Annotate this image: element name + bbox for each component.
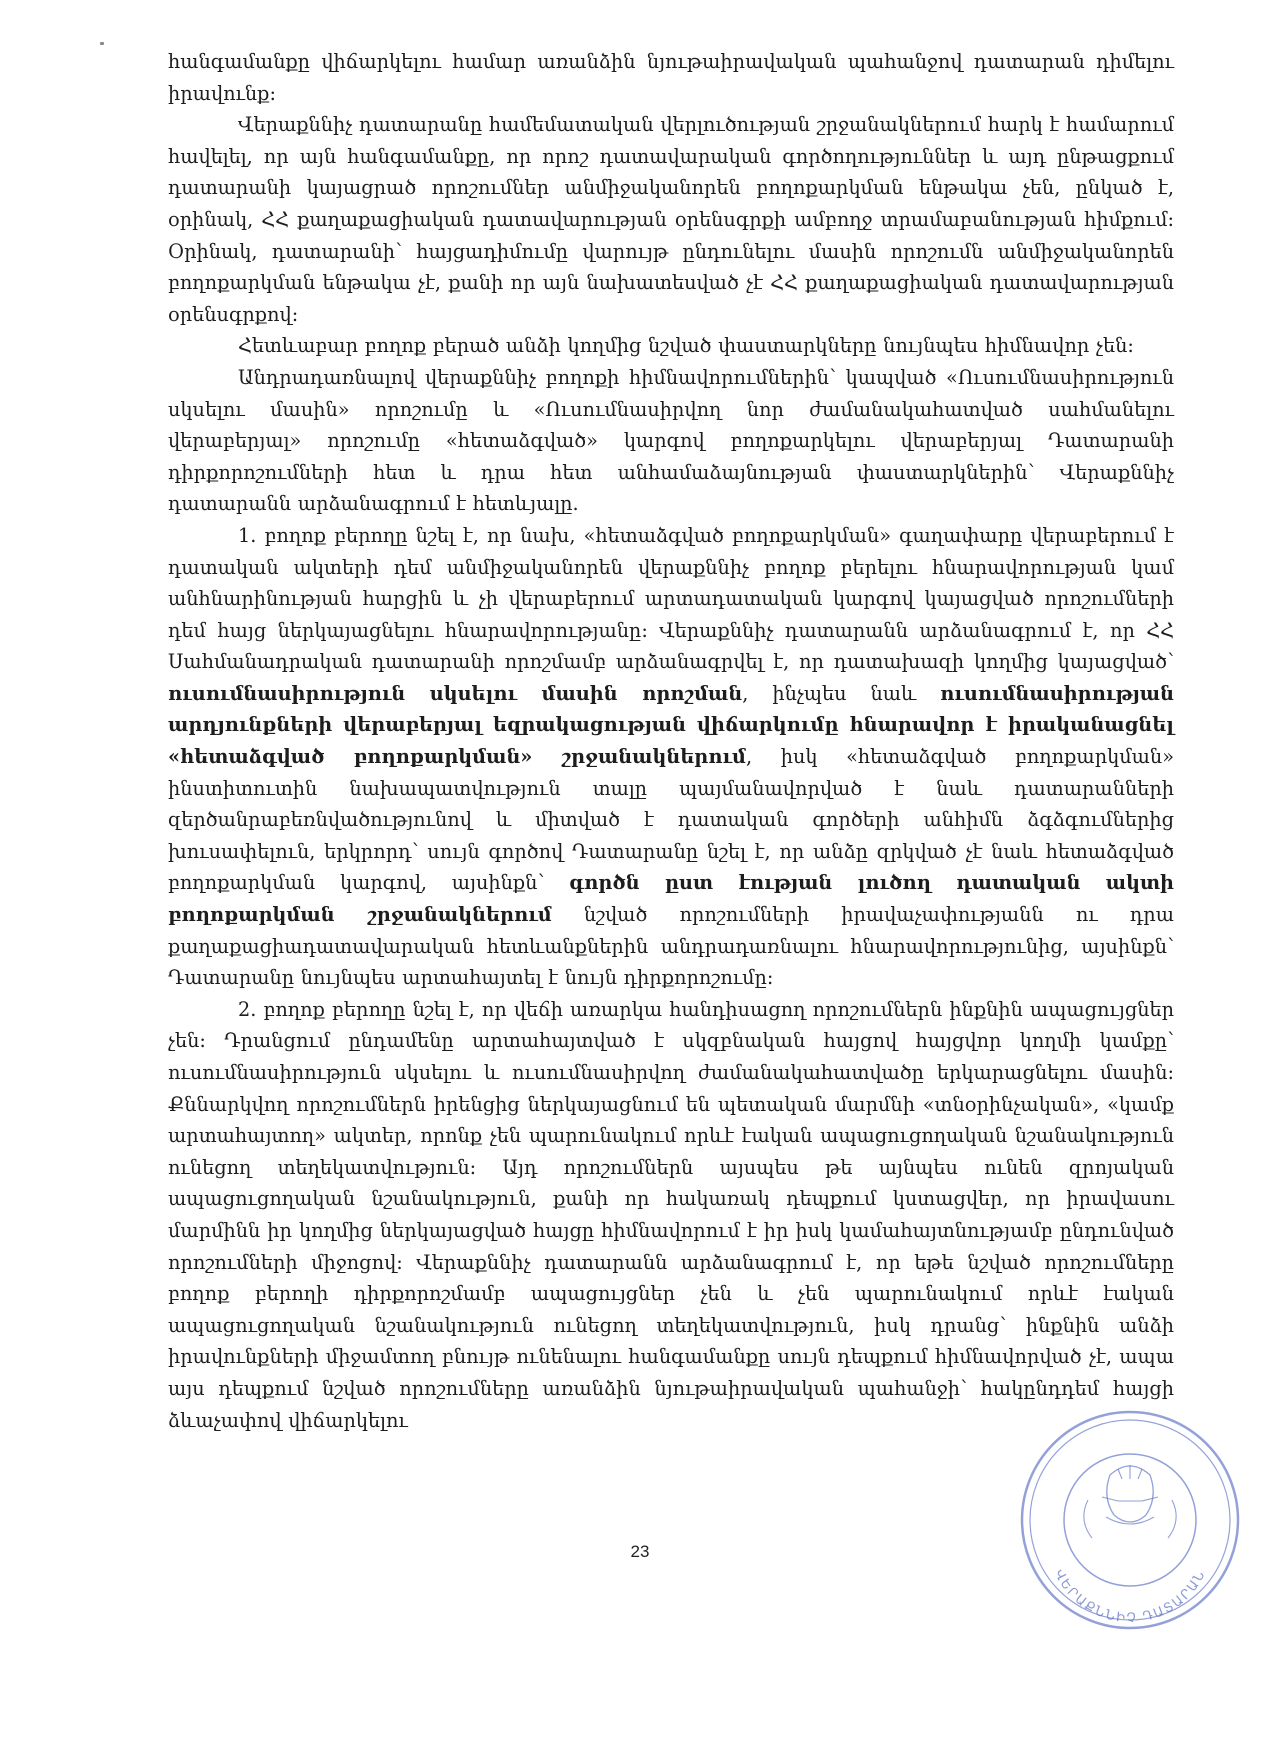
scan-speck [100,42,104,45]
paragraph-1 [168,109,1174,330]
official-seal-stamp [1010,1405,1250,1635]
text-segment: Վերաքննիչ դատարանը համեմատական վերլուծության շրջանակներում հարկ է համարում հավելել, որ այն հանգամանքը, որ որոշ դատավարական գործողություններ և այդ ընթացքում դատարանի կայացրած որոշումներ անմիջականորեն բողոքարկման ենթակա չեն, ընկած է, օրինակ, ՀՀ քաղաքացիական դատավարության օրենսգրքի ամբողջ տրամաբանության հիմքում: Օրինակ, դատարանի՝ հայցադիմումը վարույթ ընդունելու մասին որոշումն անմիջականորեն բողոքարկման ենթակա չէ, քանի որ այն նախատեսված չէ ՀՀ քաղաքացիական դատավարության օրենսգրքով: [168,113,1174,326]
text-segment: 1. բողոք բերողը նշել է, որ նախ, «հետաձգված բողոքարկման» գաղափարը վերաբերում է դատական ակտերի դեմ անմիջականորեն վերաքննիչ բողոք բերելու հնարավորության կամ անհնարինության հարցին և չի վերաբերում արտադատական կարգով կայացված որոշումների դեմ հայց ներկայացնելու հնարավորությանը: Վերաքննիչ դատարանն արձանագրում է, որ ՀՀ Սահմանադրական դատարանի որոշմամբ արձանագրվել է, որ դատախազի կողմից կայացված՝ [168,523,1174,674]
text-segment: հանգամանքը վիճարկելու համար առանձին նյութաիրավական պահանջով դատարան դիմելու իրավունք: [168,50,1174,105]
seal-text: ՎԵՐԱՔՆՆԻՉ ԴԱՏԱՐԱՆ [1050,1567,1210,1627]
text-segment: , ինչպես նաև [742,681,941,705]
text-segment: նշված որոշումների իրավաչափությանն ու դրա քաղաքացիադատավարական հետևանքներին անդրադառնալու հնարավորությունից, այսինքն՝ Դատարանը նույնպես արտահայտել է նույն դիրքորոշումը: [168,903,1174,990]
text-segment: Հետևաբար բողոք բերած անձի կողմից նշված փաստարկները նույնպես հիմնավոր չեն: [238,334,1134,358]
bold-text-segment: ուսումնասիրություն սկսելու մասին որոշման [168,681,743,705]
paragraph-4 [168,520,1174,994]
paragraph-3 [168,362,1174,520]
text-segment: Անդրադառնալով վերաքննիչ բողոքի հիմնավորումներին՝ կապված «Ուսումնասիրություն սկսելու մասին» որոշումը և «Ուսումնասիրվող նոր ժամանակահատված սահմանելու վերաբերյալ» որոշումը «հետաձգված» կարգով բողոքարկելու վերաբերյալ Դատարանի դիրքորոշումների հետ և դրա հետ անհամաձայնության փաստարկներին՝ Վերաքննիչ դատարանն արձանագրում է հետևյալը. [168,365,1174,516]
text-segment: , իսկ «հետաձգված բողոքարկման» ինստիտուտին նախապատվություն տալը պայմանավորված է նաև դատարանների զերծանրաբեռնվածությունով և միտված է դատական գործերի անհիմն ձգձգումներից խուսափելուն, երկրորդ՝ սույն գործով Դատարանը նշել է, որ անձը զրկված չէ նաև հետաձգված բողոքարկման կարգով, այսինքն՝ [168,745,1174,895]
page-number: 23 [630,1542,650,1561]
bold-text-segment: գործն ըստ էության լուծող դատական ակտի բողոքարկման շրջանակներում [168,871,1174,927]
paragraph-2 [168,330,1174,362]
body-text [168,46,1174,1436]
paragraph-0 [168,46,1174,109]
bold-text-segment: ուսումնասիրության արդյունքների վերաբերյալ եզրակացության վիճարկումը հնարավոր է իրականացնել «հետաձգված բողոքարկման» շրջանակներում [168,681,1174,769]
text-segment: 2. բողոք բերողը նշել է, որ վեճի առարկա հանդիսացող որոշումներն ինքնին ապացույցներ չեն: Դրանցում ընդամենը արտահայտված է սկզբնական հայցով հայցվոր կողմի կամքը՝ ուսումնասիրություն սկսելու և ուսումնասիրվող ժամանակահատվածը երկարացնելու մասին: Քննարկվող որոշումներն իրենցից ներկայացնում են պետական մարմնի «տնօրինչական», «կամք արտահայտող» ակտեր, որոնք չեն պարունակում որևէ էական ապացուցողական նշանակություն ունեցող տեղեկատվություն: Այդ որոշումներն այսպես թե այնպես ունեն զրոյական ապացուցողական նշանակություն, քանի որ հակառակ դեպքում կստացվեր, որ իրավասու մարմինն իր կողմից ներկայացված հայցը հիմնավորում է իր իսկ կամահայտնությամբ ընդունված որոշումների միջոցով: Վերաքննիչ դատարանն արձանագրում է, որ եթե նշված որոշումները բողոք բերողի դիրքորոշմամբ ապացույցներ չեն և չեն պարունակում որևէ էական ապացուցողական նշանակություն ունեցող տեղեկատվություն, իսկ դրանց՝ ինքնին անձի իրավունքների միջամտող բնույթ ունենալու հանգամանքը սույն դեպքում հիմնավորված չէ, ապա այս դեպքում նշված որոշումները առանձին նյութաիրավական պահանջի՝ հակընդդեմ հայցի ձևաչափով վիճարկելու [168,997,1174,1432]
paragraph-5 [168,994,1174,1436]
svg-text:ՎԵՐԱՔՆՆԻՉ ԴԱՏԱՐԱՆ [1051,1567,1209,1626]
